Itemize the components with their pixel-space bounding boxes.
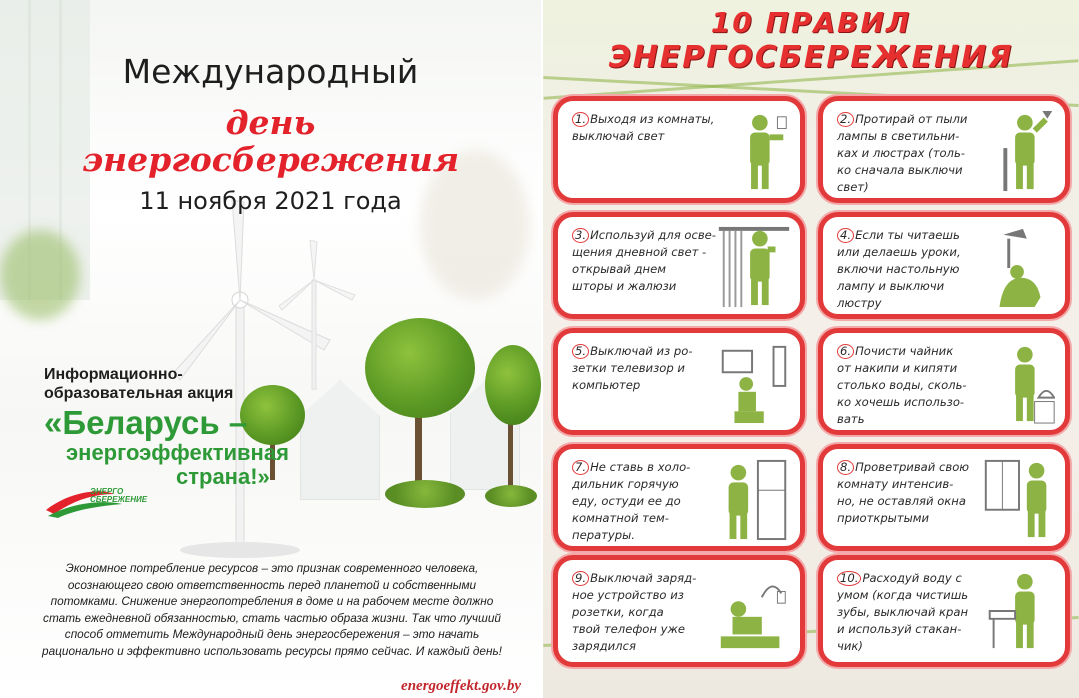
rule-card (553, 444, 805, 551)
rule-text-line: 5. Выключай из ро- (572, 343, 722, 360)
rule-text-line: лампу и выключи (837, 279, 945, 293)
rule-text-line: зарядился (572, 639, 636, 653)
logo-text-line: ЭНЕРГО (90, 487, 124, 496)
rule-text (572, 570, 722, 655)
rule-text-line: зетки телевизор и (572, 361, 685, 375)
rule-text-line: комнату интенсив- (837, 477, 954, 491)
rule-number: 4. (837, 228, 854, 243)
grass-patch (485, 485, 537, 507)
rule-card (818, 96, 1070, 203)
background-plant (0, 230, 80, 320)
rule-number: 8. (837, 460, 854, 475)
rule-text-line: 7. Не ставь в холо- (572, 459, 722, 476)
poster-title-highlight: энергосбережения (81, 140, 460, 179)
rule-text-line: и используй стакан- (837, 622, 962, 636)
rules-title: ЭНЕРГОСБЕРЕЖЕНИЯ (608, 40, 1014, 75)
action-subtitle-line: Информационно- (44, 366, 183, 383)
tree-crown (365, 318, 475, 418)
rule-number: 3. (572, 228, 589, 243)
rule-card (818, 555, 1070, 667)
rule-text-line: ко хочешь использо- (837, 395, 965, 409)
rule-text (837, 570, 987, 655)
kettle-icon (983, 341, 1055, 425)
rule-text-line: 8. Проветривай свою (837, 459, 987, 476)
rule-text (572, 459, 722, 544)
rule-text-line: 1. Выходя из комнаты, (572, 111, 722, 128)
rule-text-line: открывай днем (572, 262, 666, 276)
paragraph-line: рационально и эффективно использовать ресурсы прямо сейчас. И каждый день! (42, 643, 502, 658)
poster-title: Международный (122, 52, 419, 91)
rules-title: 10 ПРАВИЛ (710, 6, 912, 39)
open-curtains-icon (718, 225, 790, 309)
poster-title-highlight: день (225, 103, 316, 142)
tree-crown (485, 345, 541, 425)
rule-number: 9. (572, 571, 589, 586)
paragraph-line: осознающего свою ответственность перед планетой и собственными (67, 577, 477, 592)
rule-text-line: компьютер (572, 378, 641, 392)
wind-turbine-small (270, 240, 360, 390)
rule-text-line: но, не оставляй окна (837, 494, 966, 508)
rule-text-line: от накипи и кипяти (837, 361, 958, 375)
rule-text-line: ное устройство из (572, 588, 684, 602)
website-url[interactable]: energoeffekt.gov.by (401, 678, 521, 694)
rule-text-line: комнатной тем- (572, 511, 669, 525)
rule-number: 2. (837, 112, 854, 127)
paragraph-line: стать ежедневной обязанностью, стать частью образа жизни. Так что лучший (43, 610, 501, 625)
action-title: «Беларусь – (44, 404, 248, 441)
rule-text (837, 227, 987, 312)
tree-trunk (508, 420, 513, 490)
desk-lamp-icon (983, 225, 1055, 309)
rule-text-line: твой телефон уже (572, 622, 686, 636)
rule-text-line: умом (когда чистишь (837, 588, 969, 602)
rule-card (553, 328, 805, 435)
rule-text (572, 343, 722, 394)
switch-off-light-icon (718, 109, 790, 193)
rule-text-line: 3. Используй для осве- (572, 227, 722, 244)
rule-text-line: 4. Если ты читаешь (837, 227, 987, 244)
rule-number: 6. (837, 344, 854, 359)
tree-trunk (415, 410, 422, 490)
rule-text-line: дильник горячую (572, 477, 679, 491)
rule-number: 5. (572, 344, 589, 359)
poster-date: 11 ноября 2021 года (139, 187, 402, 215)
rule-card (818, 328, 1070, 435)
paragraph-line: Экономное потребление ресурсов – это признак современного человека, (65, 561, 479, 575)
rule-number: 7. (572, 460, 589, 475)
grass-patch (385, 480, 465, 508)
computer-icon (718, 341, 790, 425)
rule-text-line: 9. Выключай заряд- (572, 570, 722, 587)
clean-lamp-icon (983, 109, 1055, 193)
rule-text-line: люстру (837, 296, 882, 310)
rule-text-line: 6. Почисти чайник (837, 343, 987, 360)
rule-text-line: пературы. (572, 528, 635, 542)
rule-text-line: или делаешь уроки, (837, 245, 961, 259)
paragraph-line: способ отметить Международный день энергосбережения – это начать (64, 627, 480, 641)
rule-text-line: чик) (837, 639, 863, 653)
rule-card (818, 212, 1070, 319)
window-icon (983, 457, 1055, 541)
rule-text (572, 111, 722, 145)
paragraph-line: потомками. Снижение энергопотребления в доме и на рабочем месте должно (50, 594, 494, 608)
tree-crown (240, 385, 305, 445)
rule-card (553, 555, 805, 667)
rule-text-line: щения дневной свет - (572, 245, 707, 259)
rule-text-line: шторы и жалюзи (572, 279, 677, 293)
action-subtitle (44, 365, 233, 403)
fridge-icon (718, 457, 790, 541)
logo-text-line: СБЕРЕЖЕНИЕ (90, 495, 148, 504)
rule-text-line: 10. Расходуй воду с (837, 570, 987, 587)
rule-text (837, 459, 987, 527)
rule-text-line: розетки, когда (572, 605, 664, 619)
action-title: энергоэффективная (66, 440, 289, 465)
poster-paragraph (20, 560, 524, 659)
rule-text-line: зубы, выключай кран (837, 605, 969, 619)
rule-text (572, 227, 722, 295)
rule-text-line: столько воды, сколь- (837, 378, 967, 392)
rule-text-line: ках и люстрах (толь- (837, 146, 965, 160)
water-tap-icon (983, 568, 1055, 652)
rule-text-line: приоткрытыми (837, 511, 930, 525)
rule-card (553, 96, 805, 203)
rule-card (553, 212, 805, 319)
charger-icon (718, 568, 790, 652)
rule-number: 10. (837, 571, 861, 586)
rule-text (837, 111, 987, 196)
rule-text-line: вать (837, 412, 865, 426)
rule-card (818, 444, 1070, 551)
rule-text-line: выключай свет (572, 129, 665, 143)
rule-text-line: лампы в светильни- (837, 129, 960, 143)
rule-text-line: еду, остуди ее до (572, 494, 681, 508)
rule-text (837, 343, 987, 428)
rule-text-line: свет) (837, 180, 869, 194)
rule-number: 1. (572, 112, 589, 127)
logo-text (90, 488, 147, 504)
action-title: страна!» (176, 464, 270, 489)
energy-rules-poster (543, 0, 1079, 698)
rule-text-line: 2. Протирай от пыли (837, 111, 987, 128)
rule-text-line: включи настольную (837, 262, 960, 276)
action-subtitle-line: образовательная акция (44, 385, 234, 402)
rule-text-line: ко сначала выключи (837, 163, 963, 177)
